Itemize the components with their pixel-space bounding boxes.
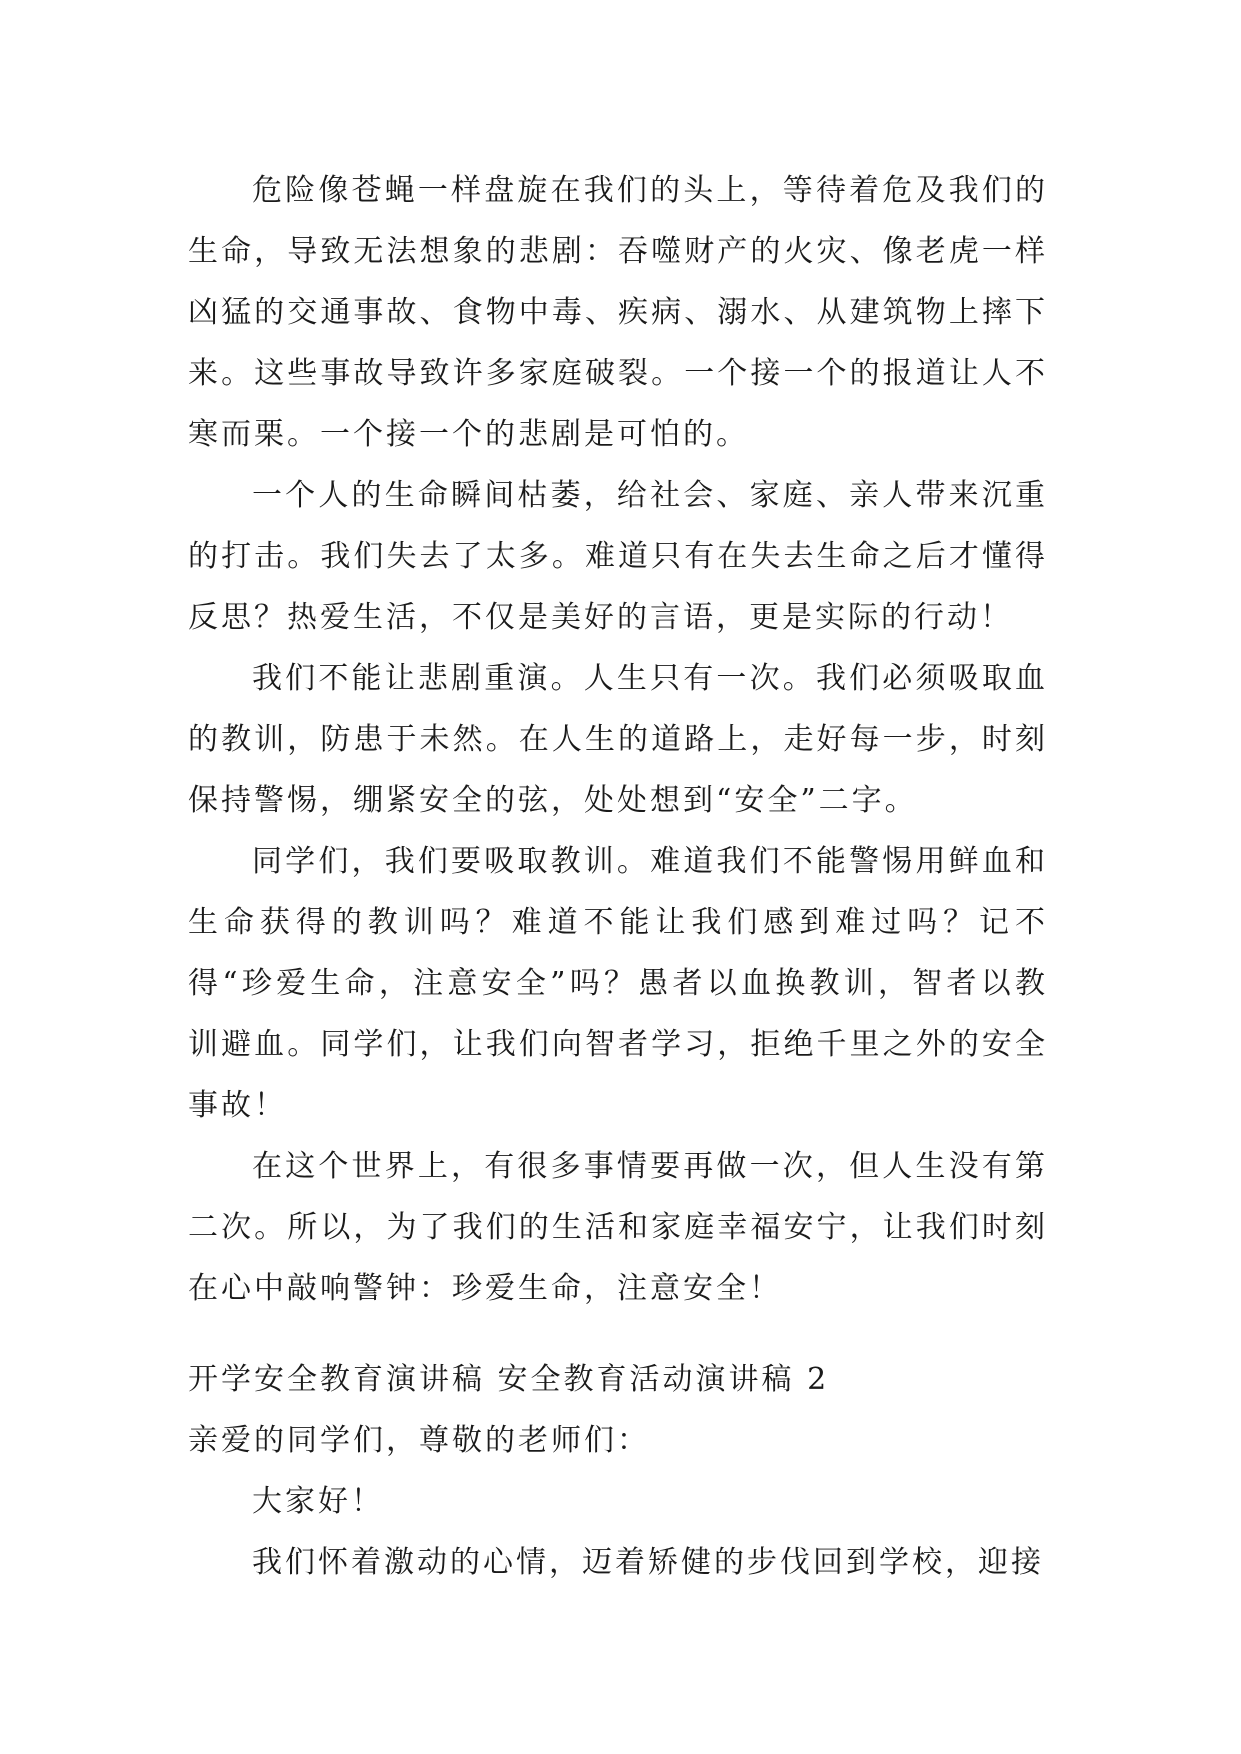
opening-paragraph: 我们怀着激动的心情，迈着矫健的步伐回到学校，迎接 — [252, 1545, 1044, 1580]
section-heading: 开学安全教育演讲稿 安全教育活动演讲稿 2 — [188, 1362, 830, 1397]
paragraph-lessons: 我们不能让悲剧重演。人生只有一次。我们必须吸取血的教训，防患于未然。在人生的道路上，走好每一步，时刻保持警惕，绷紧安全的弦，处处想到“安全”二字。 — [188, 661, 1048, 818]
paragraph-danger: 危险像苍蝇一样盘旋在我们的头上，等待着危及我们的生命，导致无法想象的悲剧：吞噬财产的火灾、像老虎一样凶猛的交通事故、食物中毒、疾病、溺水、从建筑物上摔下来。这些事故导致许多家庭破裂。一个接一个的报道让人不寒而栗。一个接一个的悲剧是可怕的。 — [188, 173, 1048, 452]
paragraph-classmates: 同学们，我们要吸取教训。难道我们不能警惕用鲜血和生命获得的教训吗？难道不能让我们感到难过吗？记不得“珍爱生命，注意安全”吗？愚者以血换教训，智者以教训避血。同学们，让我们向智者学习，拒绝千里之外的安全事故！ — [188, 844, 1048, 1123]
paragraph-life: 一个人的生命瞬间枯萎，给社会、家庭、亲人带来沉重的打击。我们失去了太多。难道只有在失去生命之后才懂得反思？热爱生活，不仅是美好的言语，更是实际的行动！ — [188, 478, 1048, 635]
document-body — [188, 160, 1048, 1593]
greeting: 大家好！ — [252, 1484, 384, 1519]
salutation: 亲爱的同学们，尊敬的老师们： — [188, 1423, 650, 1458]
paragraph-conclusion: 在这个世界上，有很多事情要再做一次，但人生没有第二次。所以，为了我们的生活和家庭幸福安宁，让我们时刻在心中敲响警钟：珍爱生命，注意安全！ — [188, 1149, 1048, 1306]
section-spacer — [188, 1319, 1048, 1349]
